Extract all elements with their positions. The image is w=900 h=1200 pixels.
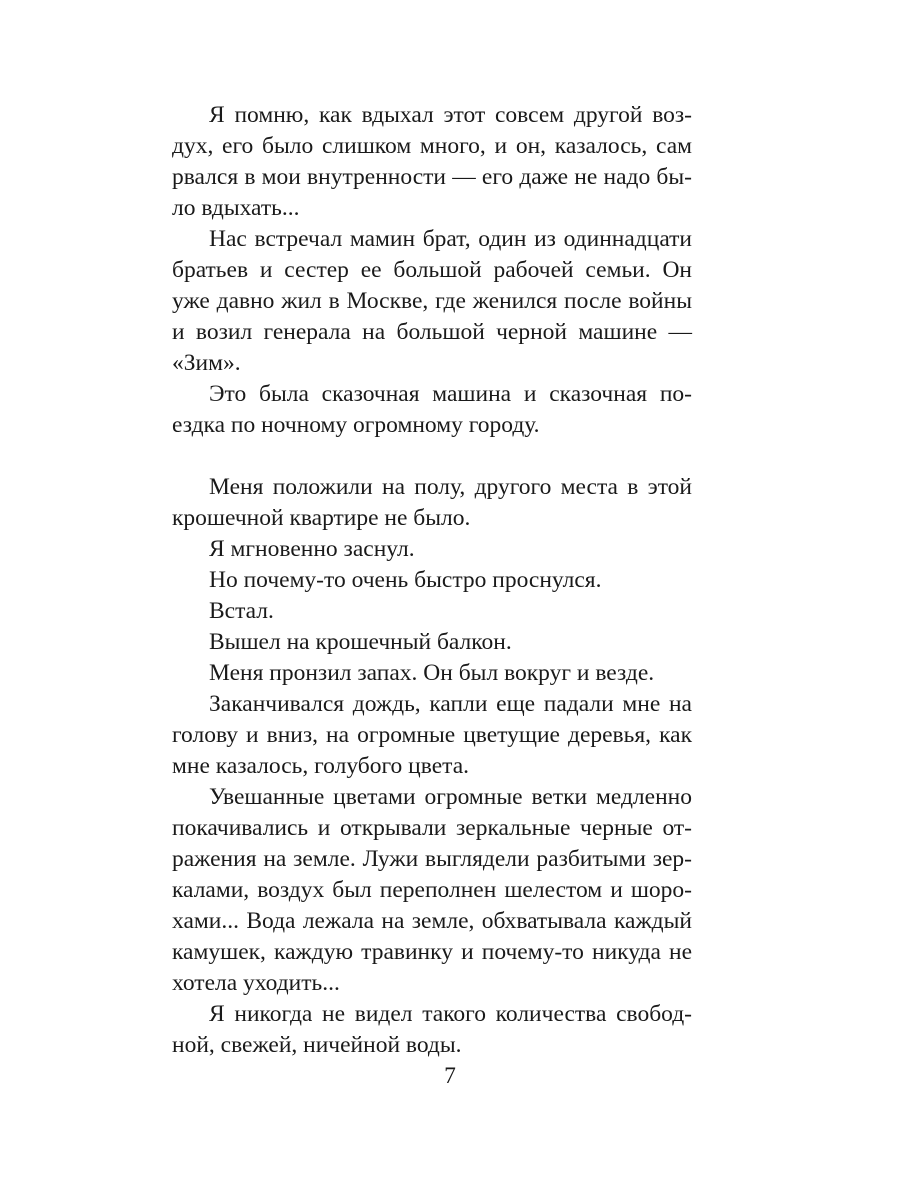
text-line: рвался в мои внутренности — его даже не надо бы-	[172, 164, 692, 190]
text-line: уже давно жил в Москве, где женился после войны	[172, 288, 692, 314]
text-line: Меня положили на полу, другого места в этой	[209, 474, 692, 500]
text-line: камушек, каждую травинку и почему-то никуда не	[172, 939, 692, 965]
text-line: Увешанные цветами огромные ветки медленно	[209, 784, 692, 810]
text-line: покачивались и открывали зеркальные черные от-	[172, 815, 692, 841]
text-line: и возил генерала на большой черной машине —	[172, 319, 692, 345]
text-line: хотела уходить...	[172, 970, 340, 996]
text-line: Я никогда не видел такого количества свобод-	[209, 1001, 692, 1027]
text-line: ездка по ночному огромному городу.	[172, 412, 540, 438]
text-line: калами, воздух был переполнен шелестом и шоро-	[172, 877, 692, 903]
text-line: братьев и сестер ее большой рабочей семьи. Он	[172, 257, 692, 283]
section-break	[172, 441, 692, 472]
text-line: хами... Вода лежала на земле, обхватывала каждый	[172, 908, 692, 934]
text-line: мне казалось, голубого цвета.	[172, 753, 469, 779]
text-line: крошечной квартире не было.	[172, 505, 471, 531]
text-line: Заканчивался дождь, капли еще падали мне на	[209, 691, 692, 717]
text-line: Вышел на крошечный балкон.	[209, 629, 512, 655]
text-line: Встал.	[209, 598, 274, 624]
body-text	[172, 100, 692, 1061]
text-line: «Зим».	[172, 350, 241, 376]
text-line: ражения на земле. Лужи выглядели разбитыми зер-	[172, 846, 692, 872]
text-line: ло вдыхать...	[172, 195, 300, 221]
text-line: ной, свежей, ничейной воды.	[172, 1032, 462, 1058]
text-line: Я мгновенно заснул.	[209, 536, 415, 562]
page-number: 7	[444, 1063, 456, 1089]
text-line: голову и вниз, на огромные цветущие деревья, как	[172, 722, 692, 748]
text-line: Нас встречал мамин брат, один из одиннадцати	[209, 226, 692, 252]
text-line: Меня пронзил запах. Он был вокруг и везде.	[209, 660, 655, 686]
text-line: Я помню, как вдыхал этот совсем другой воз-	[209, 102, 692, 128]
text-line: дух, его было слишком много, и он, казалось, сам	[172, 133, 692, 159]
text-line: Это была сказочная машина и сказочная по-	[209, 381, 692, 407]
text-line: Но почему-то очень быстро проснулся.	[209, 567, 602, 593]
